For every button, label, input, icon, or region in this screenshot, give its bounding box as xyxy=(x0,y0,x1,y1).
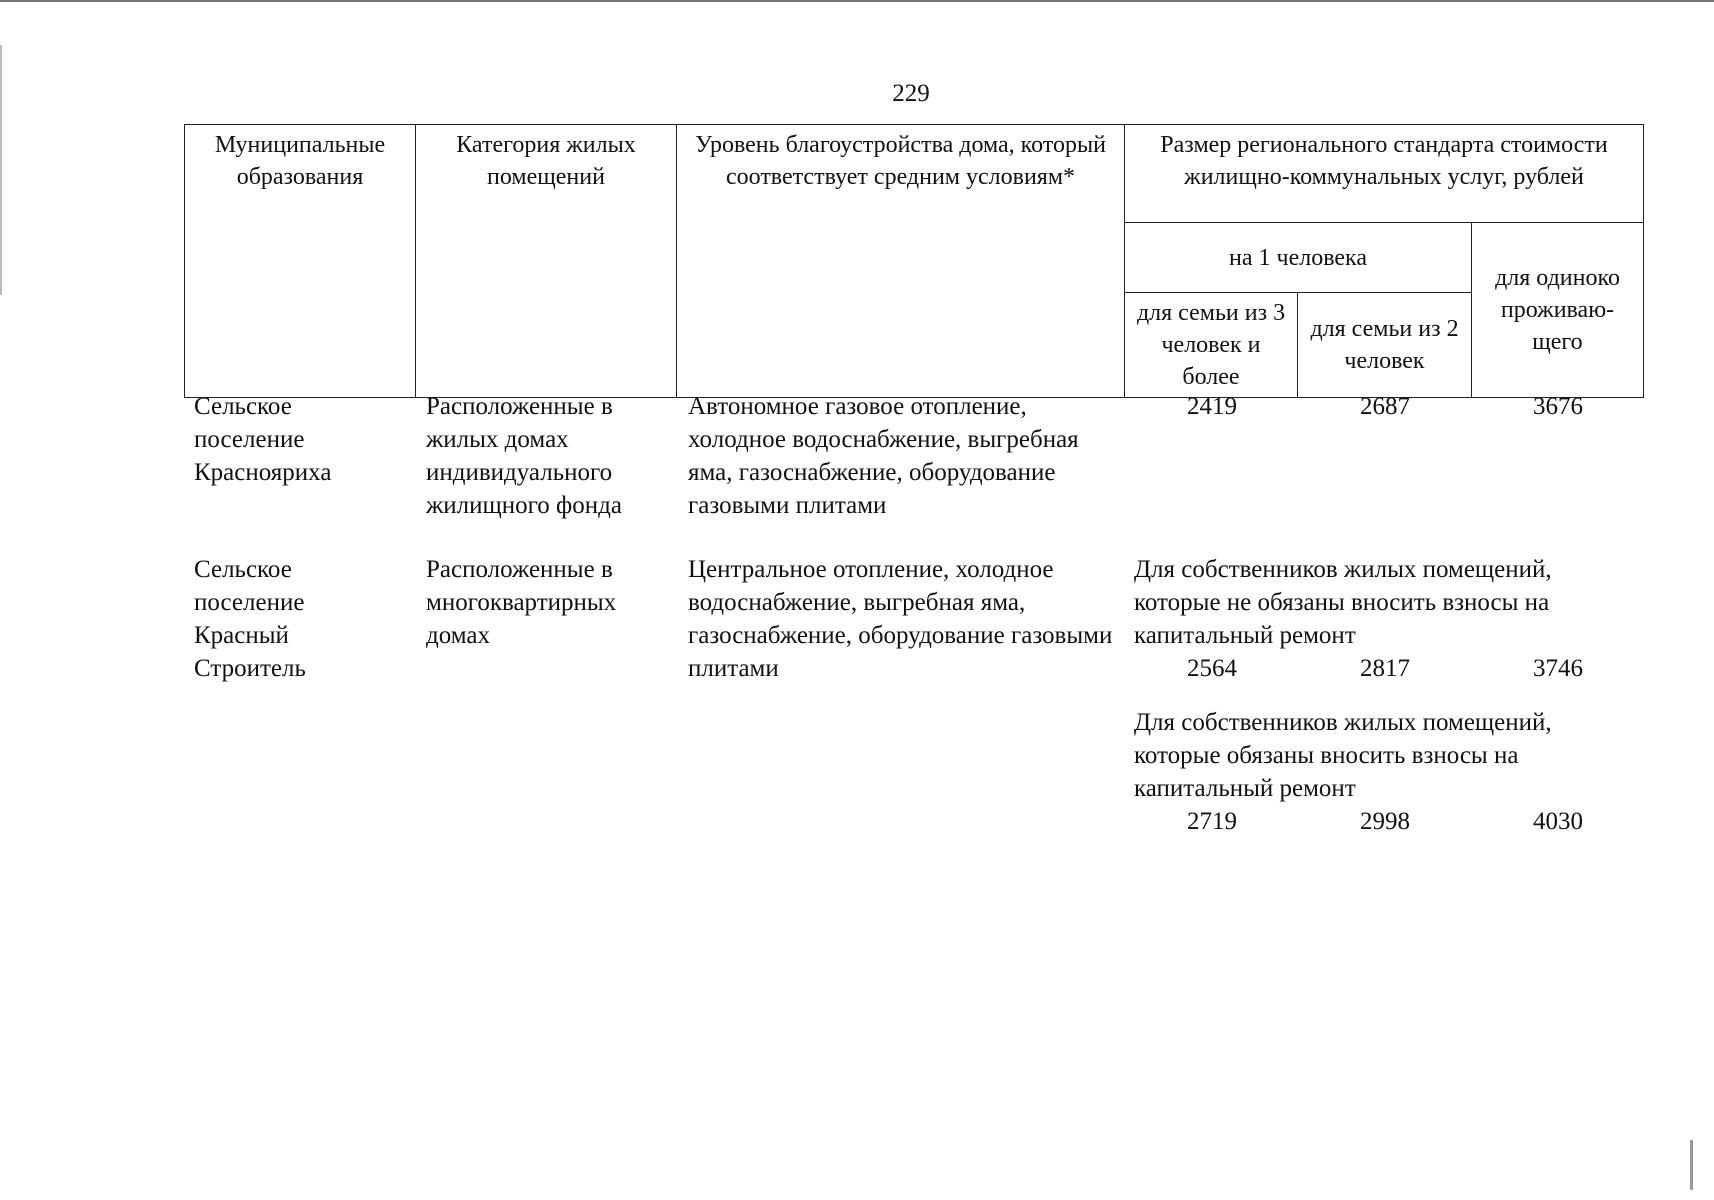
value-family-2: 2817 xyxy=(1360,655,1410,682)
value-family-3: 2719 xyxy=(1187,808,1237,835)
value-single: 4030 xyxy=(1533,808,1583,835)
row-municipality: Сельское поселение Краснояриха xyxy=(194,393,332,486)
header-standard: Размер регионального стандарта стоимости жилищно-коммунальных услуг, рублей xyxy=(1125,125,1644,223)
value-single: 3676 xyxy=(1533,393,1583,420)
value-family-3: 2419 xyxy=(1187,393,1237,420)
header-family-3: для семьи из 3 человек и более xyxy=(1125,293,1298,398)
table-header xyxy=(184,124,1644,398)
value-family-3: 2564 xyxy=(1187,655,1237,682)
value-single: 3746 xyxy=(1533,655,1583,682)
row-municipality: Сельское поселение Красный Строитель xyxy=(194,556,306,682)
row-level: Автономное газовое отопление, холодное водоснабжение, выгребная яма, газоснабжение, оборудование газовыми плитами xyxy=(688,393,1079,519)
value-family-2: 2687 xyxy=(1360,393,1410,420)
scan-border-line xyxy=(0,0,1714,2)
page-number: 229 xyxy=(892,80,930,107)
header-municipality: Муниципальные образования xyxy=(185,125,416,398)
header-single: для одиноко проживаю-щего xyxy=(1472,223,1644,398)
header-per-person: на 1 человека xyxy=(1125,223,1472,293)
row-category: Расположенные в жилых домах индивидуального жилищного фонда xyxy=(426,393,622,519)
scan-edge-mark xyxy=(1690,1140,1693,1190)
header-category: Категория жилых помещений xyxy=(416,125,677,398)
header-family-2: для семьи из 2 человек xyxy=(1298,293,1472,398)
owner-group-note: Для собственников жилых помещений, которые обязаны вносить взносы на капитальный ремонт xyxy=(1134,709,1552,802)
scan-edge-mark xyxy=(0,45,2,295)
value-family-2: 2998 xyxy=(1360,808,1410,835)
row-level: Центральное отопление, холодное водоснабжение, выгребная яма, газоснабжение, оборудование газовыми плитами xyxy=(688,556,1113,682)
header-level: Уровень благоустройства дома, который соответствует средним условиям* xyxy=(677,125,1125,398)
owner-group-note: Для собственников жилых помещений, которые не обязаны вносить взносы на капитальный ремонт xyxy=(1134,556,1552,649)
row-category: Расположенные в многоквартирных домах xyxy=(426,556,617,649)
